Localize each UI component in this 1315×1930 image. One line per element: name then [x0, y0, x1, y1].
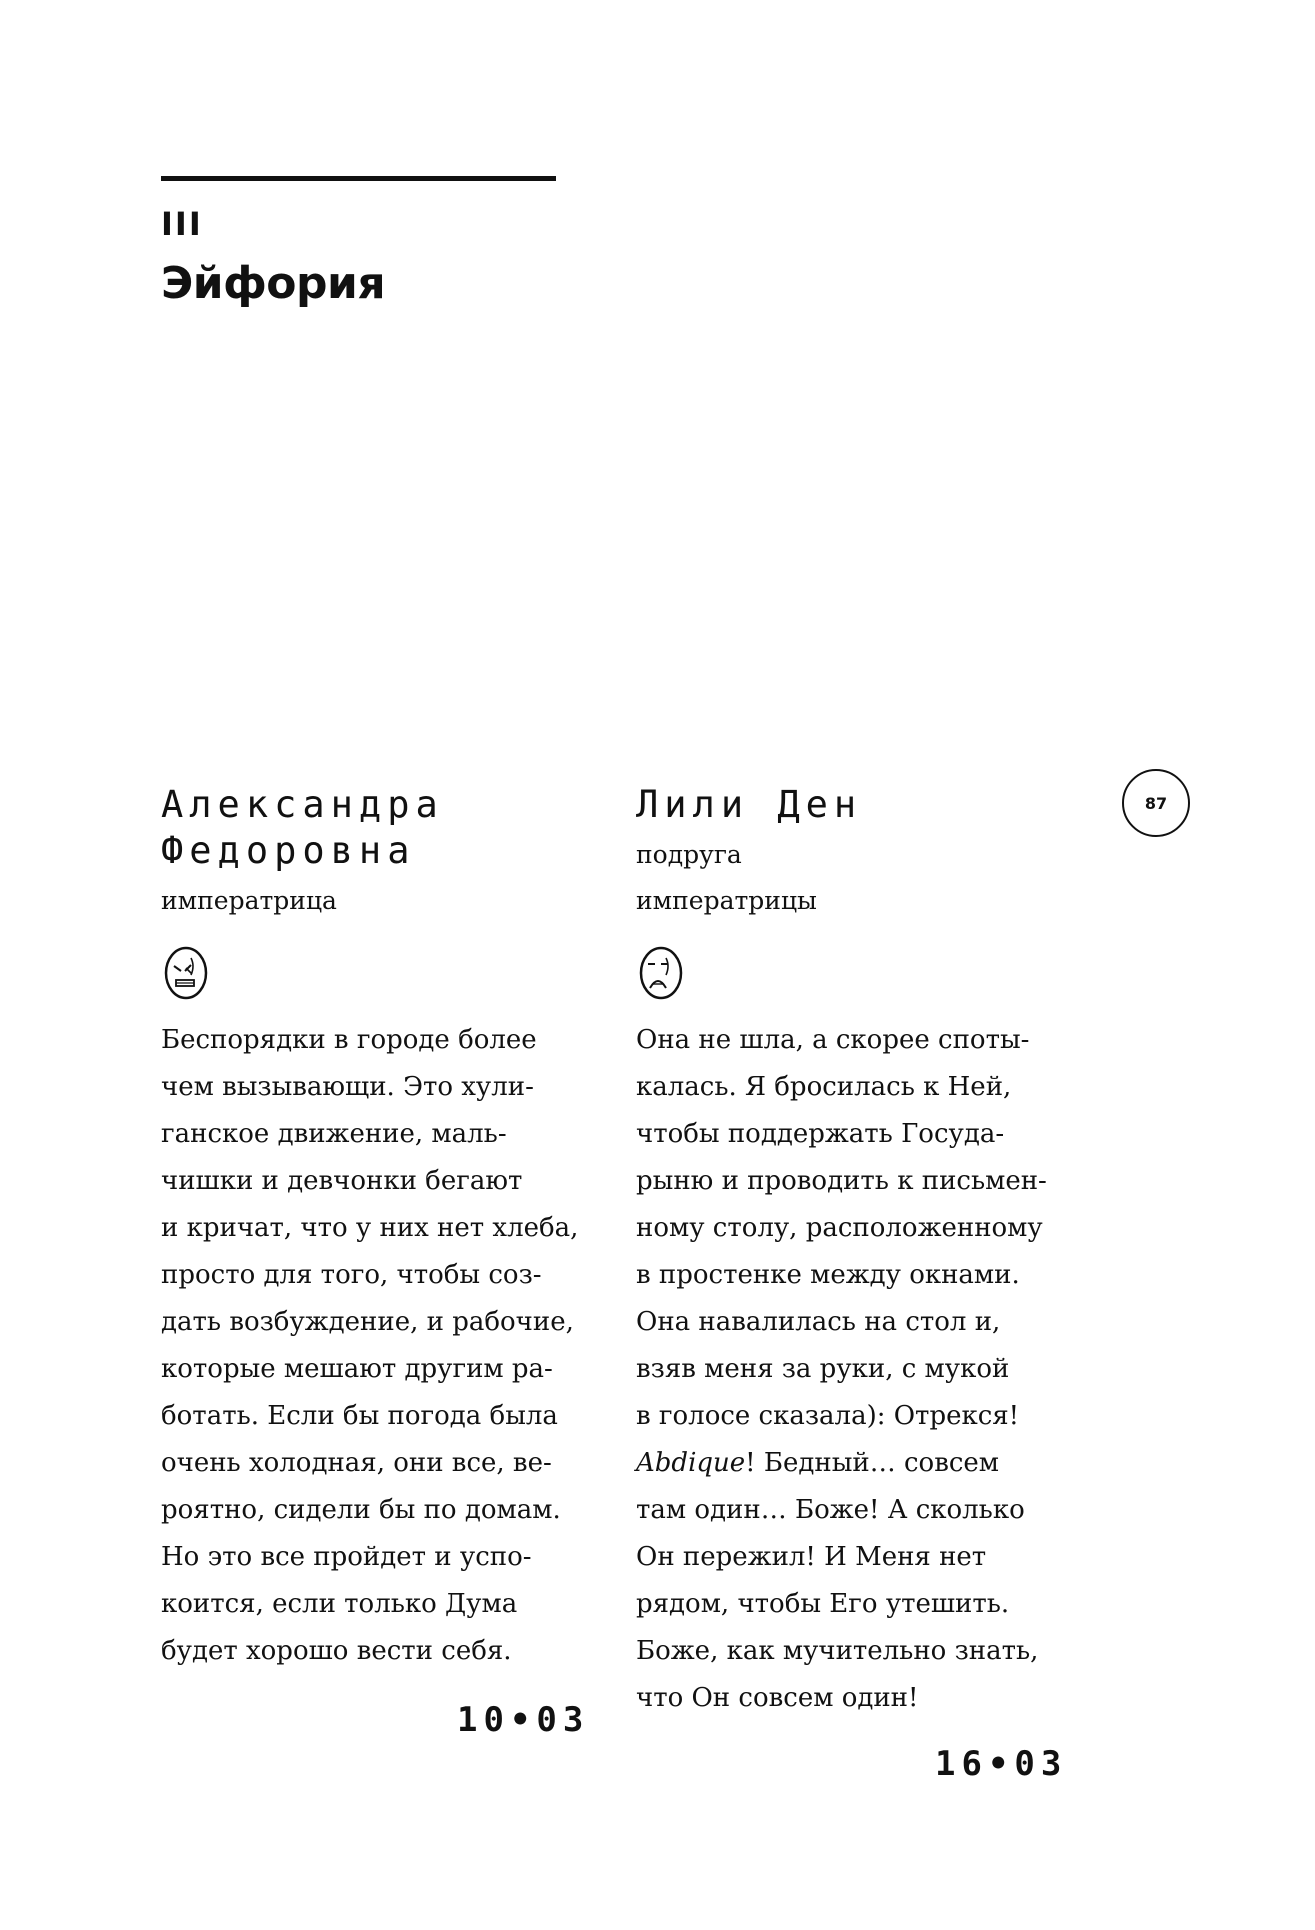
entry-text-italic: Abdique	[636, 1448, 746, 1478]
entry-role-line1: подруга	[636, 840, 742, 869]
entry-text: Беспорядки в городе более чем вызывающи. Это хули- ганское движение, маль- чишки и девчонки бегают и кричат, что у них нет хлеба, просто для того, чтобы соз- дать возбуждение, и рабочие, которые мешают другим ра- ботать. Если бы погода была очень холодная, они все, ве- роятно, сидели бы по домам. Но это все пройдет и успо- коится, если только Дума будет хорошо вести себя.	[161, 1025, 579, 1666]
entry-text-part2: ! Бедный… совсем там один… Боже! А сколько Он пережил! И Меня нет рядом, чтобы Его утешить. Боже, как мучительно знать, что Он совсем один!	[636, 1448, 1039, 1713]
sad-face-icon	[636, 944, 686, 1002]
entry-date: 16•03	[935, 1744, 1068, 1784]
angry-face-icon	[161, 944, 211, 1002]
entry-name-line2: Федоровна	[161, 829, 416, 872]
page-number-badge	[1122, 769, 1190, 837]
entry-name-line1: Лили Ден	[636, 783, 863, 826]
entry-alexandra	[161, 782, 601, 1675]
entry-role: императрица	[161, 886, 337, 915]
chapter-title: Эйфория	[161, 258, 386, 309]
entry-date: 10•03	[457, 1700, 590, 1740]
entry-name-line1: Александра	[161, 783, 444, 826]
page-number: 87	[1144, 793, 1168, 813]
chapter-rule	[161, 176, 556, 181]
entry-lili-den	[636, 782, 1076, 1722]
entry-text	[636, 1017, 1076, 1722]
entry-role-line2: императрицы	[636, 886, 817, 915]
chapter-number: III	[161, 205, 203, 243]
entry-text-part1: Она не шла, а скорее споты- калась. Я бросилась к Ней, чтобы поддержать Госуда- рыню и проводить к письмен- ному столу, расположенному в простенке между окнами. Она навалилась на стол и, взяв меня за руки, с мукой в голосе сказала): Отрекся!	[636, 1025, 1047, 1431]
